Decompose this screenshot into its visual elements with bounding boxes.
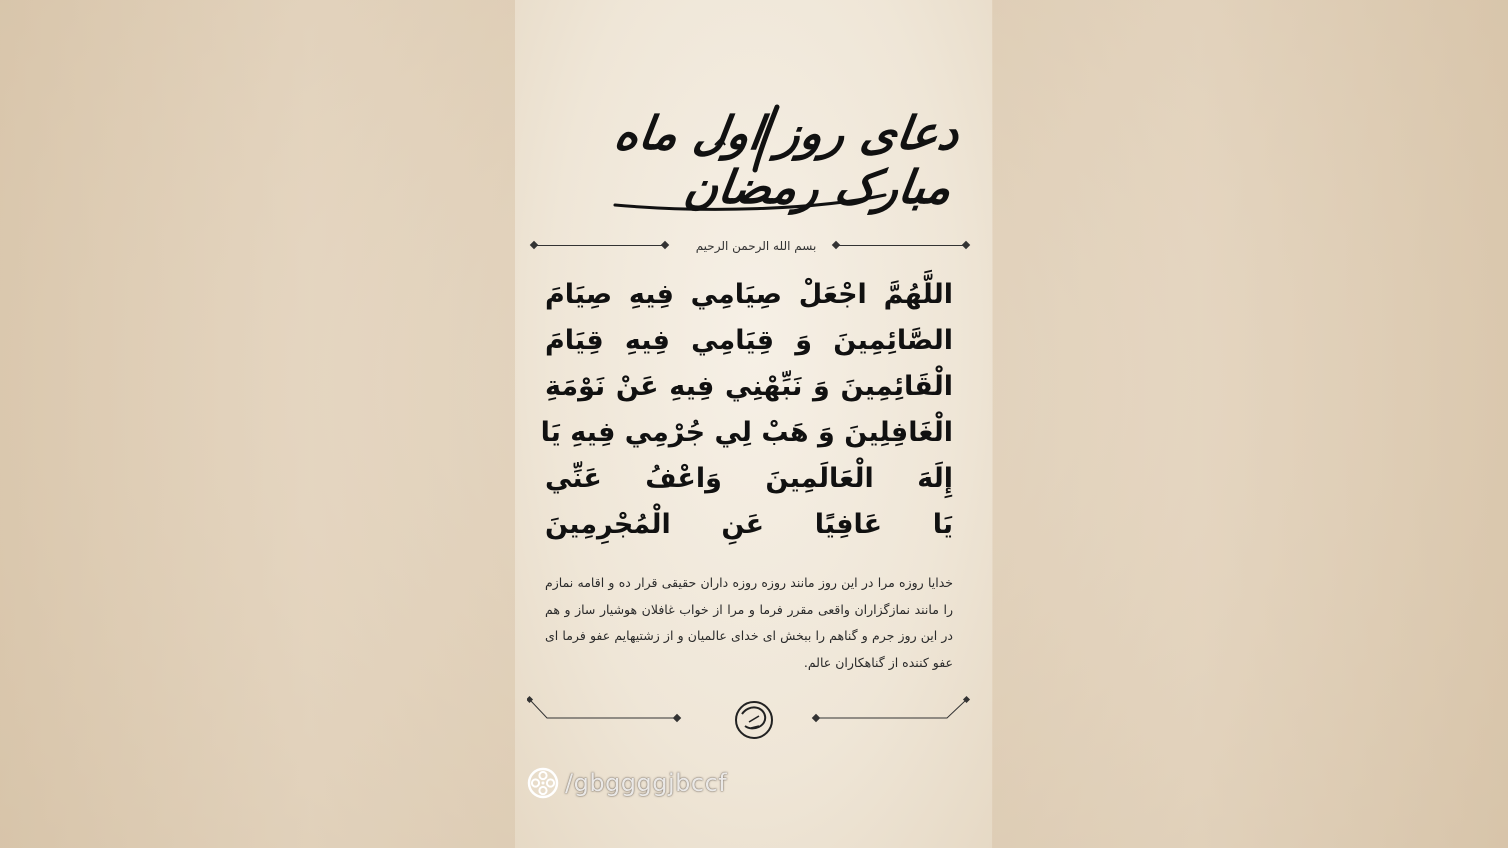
footer-ornament xyxy=(527,692,972,752)
right-blurred-background xyxy=(993,0,1508,848)
dua-line: الْقَائِمِينَ وَ نَبِّهْنِي فِيهِ عَنْ نَوْمَةِ xyxy=(545,371,953,402)
prayer-card xyxy=(515,0,992,848)
dua-line: الصَّائِمِينَ وَ قِيَامِي فِيهِ قِيَامَ xyxy=(545,325,953,356)
calligraphy-emblem-icon xyxy=(736,702,772,738)
dua-text xyxy=(540,272,953,548)
left-blurred-background xyxy=(0,0,515,848)
watermark xyxy=(527,765,727,801)
dua-line: يَا عَافِيًا عَنِ الْمُجْرِمِينَ xyxy=(545,509,953,540)
persian-translation: خدایا روزه مرا در این روز مانند روزه روزه داران حقیقی قرار ده و اقامه نمازم را مانند نمازگزاران واقعی مقرر فرما و مرا از خواب غافلان هوشیار ساز و هم در این روز جرم و گناهم را ببخش ای خدای عالمیان و از زشتیهایم عفو فرما ای عفو کننده از گناهکاران عالم. xyxy=(545,575,953,670)
dua-line: اللَّهُمَّ اجْعَلْ صِيَامِي فِيهِ صِيَامَ xyxy=(545,279,953,310)
dua-line: إِلَهَ الْعَالَمِينَ وَاعْفُ عَنِّي xyxy=(545,463,953,494)
dua-line: الْغَافِلِينَ وَ هَبْ لِي جُرْمِي فِيهِ يَا xyxy=(540,417,953,448)
calligraphy-title xyxy=(555,95,963,225)
watermark-handle: /gbggggjbccf xyxy=(565,769,728,797)
film-reel-icon xyxy=(527,767,559,799)
top-divider xyxy=(531,238,971,254)
title-text: دعای روز اول ماه مبارک رمضان xyxy=(611,106,963,214)
basmala: بسم الله الرحمن الرحیم xyxy=(695,239,817,253)
